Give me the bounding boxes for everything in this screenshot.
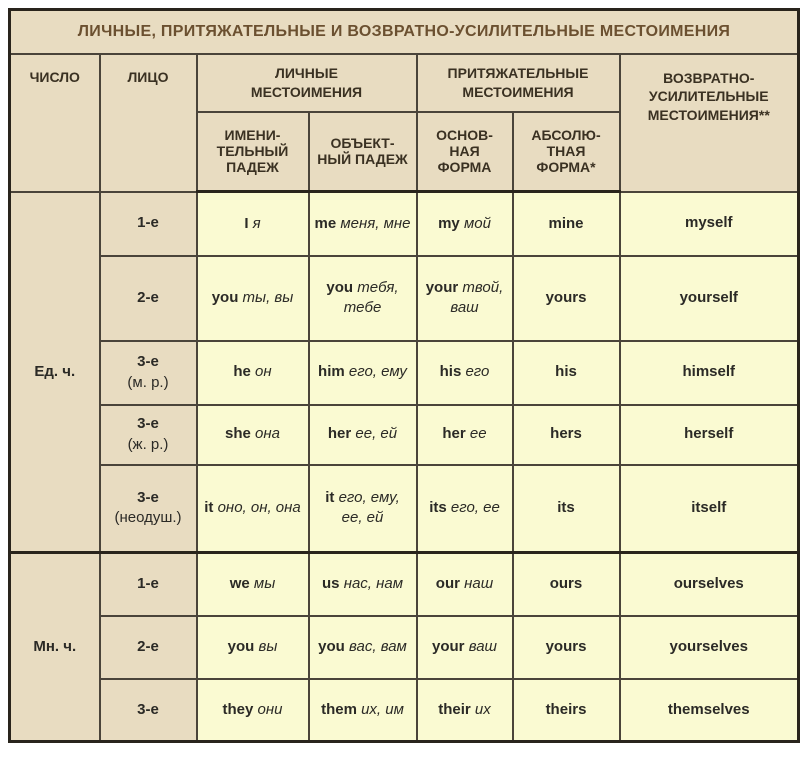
russian-translation: твой, ваш — [450, 278, 504, 316]
english-pronoun: yours — [545, 637, 587, 655]
russian-translation: вас, вам — [349, 637, 407, 655]
pronoun-cell-reflexive — [620, 405, 799, 465]
col-header-basic-form: ОСНОВ-НАЯ ФОРМА — [417, 112, 513, 192]
english-pronoun: she — [225, 425, 251, 443]
english-pronoun: my — [438, 214, 460, 232]
pronoun-cell-reflexive — [620, 192, 799, 256]
russian-translation: его, ему — [348, 363, 407, 381]
col-header-personal-group — [197, 54, 417, 112]
pronoun-cell-possessive — [417, 679, 513, 742]
english-pronoun: me — [314, 214, 337, 232]
english-pronoun: myself — [684, 214, 733, 232]
english-pronoun: his — [439, 363, 462, 381]
english-pronoun: its — [429, 499, 447, 517]
pronoun-cell-objective — [309, 553, 417, 616]
pronoun-cell-absolute — [513, 553, 620, 616]
pronoun-cell-nominative — [197, 341, 309, 405]
russian-translation: ты, вы — [242, 288, 294, 306]
table-body — [10, 192, 799, 742]
col-header-nominative: ИМЕНИ-ТЕЛЬНЫЙ ПАДЕЖ — [197, 112, 309, 192]
reflexive-group-label: ВОЗВРАТНО-УСИЛИТЕЛЬНЫЕ МЕСТОИМЕНИЯ** — [647, 69, 770, 124]
english-pronoun: you — [211, 288, 239, 306]
pronoun-cell-possessive — [417, 405, 513, 465]
person-note: (м. р.) — [127, 373, 169, 391]
russian-translation: я — [252, 214, 261, 232]
table-row — [10, 465, 799, 553]
possessive-group-label: ПРИТЯЖАТЕЛЬНЫЕ МЕСТОИМЕНИЯ — [447, 65, 589, 100]
english-pronoun: ourselves — [673, 575, 744, 593]
russian-translation: меня, мне — [340, 214, 411, 232]
english-pronoun: its — [557, 499, 575, 517]
english-pronoun: yourself — [679, 288, 738, 306]
person-cell: 1-е — [100, 192, 197, 256]
russian-translation: оно, он, она — [217, 499, 301, 517]
russian-translation: их — [474, 700, 491, 718]
english-pronoun: theirs — [545, 700, 587, 718]
english-pronoun: themselves — [667, 700, 750, 718]
pronoun-cell-reflexive — [620, 553, 799, 616]
col-header-reflexive-group — [620, 54, 799, 192]
pronoun-cell-objective — [309, 465, 417, 553]
english-pronoun: your — [425, 278, 459, 296]
russian-translation: их, им — [361, 700, 404, 718]
english-pronoun: we — [229, 575, 250, 593]
pronoun-cell-absolute — [513, 405, 620, 465]
pronoun-cell-possessive — [417, 465, 513, 553]
pronoun-cell-possessive — [417, 192, 513, 256]
english-pronoun: their — [438, 700, 471, 718]
table-row — [10, 192, 799, 256]
table-title: ЛИЧНЫЕ, ПРИТЯЖАТЕЛЬНЫЕ И ВОЗВРАТНО-УСИЛИТЕЛЬНЫЕ МЕСТОИМЕНИЯ — [10, 10, 799, 54]
english-pronoun: you — [227, 637, 255, 655]
pronoun-table — [8, 8, 800, 743]
english-pronoun: him — [318, 363, 345, 381]
english-pronoun: ours — [549, 575, 583, 593]
english-pronoun: it — [325, 489, 335, 506]
pronoun-cell-absolute — [513, 192, 620, 256]
table-row — [10, 616, 799, 679]
english-pronoun: your — [432, 637, 465, 655]
pronoun-cell-reflexive — [620, 679, 799, 742]
pronoun-cell-absolute — [513, 256, 620, 341]
pronoun-cell-possessive — [417, 553, 513, 616]
pronoun-cell-absolute — [513, 679, 620, 742]
person-cell: 2-е — [100, 256, 197, 341]
pronoun-cell-reflexive — [620, 616, 799, 679]
person-cell: 3-е (ж. р.) — [100, 405, 197, 465]
russian-translation: ее — [469, 425, 487, 443]
number-group-cell: Мн. ч. — [10, 553, 100, 742]
pronoun-cell-reflexive — [620, 465, 799, 553]
pronoun-cell-nominative — [197, 553, 309, 616]
english-pronoun: our — [435, 575, 460, 593]
pronoun-cell-reflexive — [620, 256, 799, 341]
table-row — [10, 405, 799, 465]
english-pronoun: they — [222, 700, 254, 718]
english-pronoun: yours — [545, 288, 587, 306]
english-pronoun: her — [442, 425, 466, 443]
pronoun-cell-possessive — [417, 616, 513, 679]
pronoun-cell-absolute — [513, 616, 620, 679]
english-pronoun: hers — [550, 425, 582, 443]
personal-group-label: ЛИЧНЫЕ МЕСТОИМЕНИЯ — [250, 65, 363, 100]
col-header-possessive-group — [417, 54, 620, 112]
pronoun-cell-objective — [309, 679, 417, 742]
person-cell: 3-е (м. р.) — [100, 341, 197, 405]
english-pronoun: I — [244, 214, 249, 232]
english-pronoun: itself — [691, 499, 727, 517]
col-header-absolute-form: АБСОЛЮ-ТНАЯ ФОРМА* — [513, 112, 620, 192]
russian-translation: тебя, тебе — [343, 278, 399, 316]
pronoun-cell-nominative — [197, 192, 309, 256]
english-pronoun: them — [321, 700, 357, 718]
russian-translation: нас, нам — [343, 575, 403, 593]
pronoun-cell-possessive — [417, 341, 513, 405]
english-pronoun: herself — [684, 425, 734, 443]
table-row — [10, 341, 799, 405]
pronoun-cell-nominative — [197, 465, 309, 553]
table-row — [10, 553, 799, 616]
pronoun-cell-absolute — [513, 341, 620, 405]
pronoun-cell-objective — [309, 192, 417, 256]
pronoun-cell-absolute — [513, 465, 620, 553]
person-cell: 3-е (неодуш.) — [100, 465, 197, 553]
pronoun-cell-nominative — [197, 405, 309, 465]
pronoun-cell-nominative — [197, 679, 309, 742]
pronoun-cell-objective — [309, 405, 417, 465]
english-pronoun: mine — [548, 214, 584, 232]
pronoun-cell-nominative — [197, 616, 309, 679]
english-pronoun: his — [555, 363, 577, 381]
russian-translation: его — [465, 363, 490, 381]
english-pronoun: himself — [682, 363, 735, 381]
pronoun-cell-objective — [309, 341, 417, 405]
russian-translation: наш — [464, 575, 494, 593]
russian-translation: ваш — [468, 637, 497, 655]
russian-translation: он — [255, 363, 272, 381]
english-pronoun: you — [326, 278, 354, 296]
pronoun-cell-objective — [309, 256, 417, 341]
russian-translation: его, ее — [450, 499, 500, 517]
russian-translation: вы — [258, 637, 278, 655]
col-header-number: ЧИСЛО — [10, 54, 100, 192]
pronoun-cell-possessive — [417, 256, 513, 341]
english-pronoun: you — [318, 637, 345, 655]
person-cell: 2-е — [100, 616, 197, 679]
english-pronoun: it — [204, 499, 214, 517]
russian-translation: мы — [253, 575, 276, 593]
title-row — [10, 10, 799, 54]
english-pronoun: her — [327, 425, 352, 443]
person-note: (ж. р.) — [127, 435, 169, 453]
header-group-row — [10, 54, 799, 112]
number-group-cell: Ед. ч. — [10, 192, 100, 553]
pronoun-cell-reflexive — [620, 341, 799, 405]
russian-translation: его, ему, ее, ей — [338, 489, 400, 527]
person-cell: 1-е — [100, 553, 197, 616]
col-header-person: ЛИЦО — [100, 54, 197, 192]
english-pronoun: yourselves — [669, 637, 748, 655]
person-note: (неодуш.) — [114, 509, 182, 527]
person-cell: 3-е — [100, 679, 197, 742]
table-row — [10, 256, 799, 341]
col-header-objective: ОБЪЕКТ-НЫЙ ПАДЕЖ — [309, 112, 417, 192]
english-pronoun: he — [233, 363, 251, 381]
russian-translation: мой — [463, 214, 491, 232]
russian-translation: они — [257, 700, 283, 718]
table-row — [10, 679, 799, 742]
russian-translation: ее, ей — [355, 425, 398, 443]
russian-translation: она — [255, 425, 280, 443]
pronoun-cell-nominative — [197, 256, 309, 341]
pronoun-cell-objective — [309, 616, 417, 679]
english-pronoun: us — [322, 575, 340, 593]
pronoun-table-wrapper — [8, 0, 797, 743]
